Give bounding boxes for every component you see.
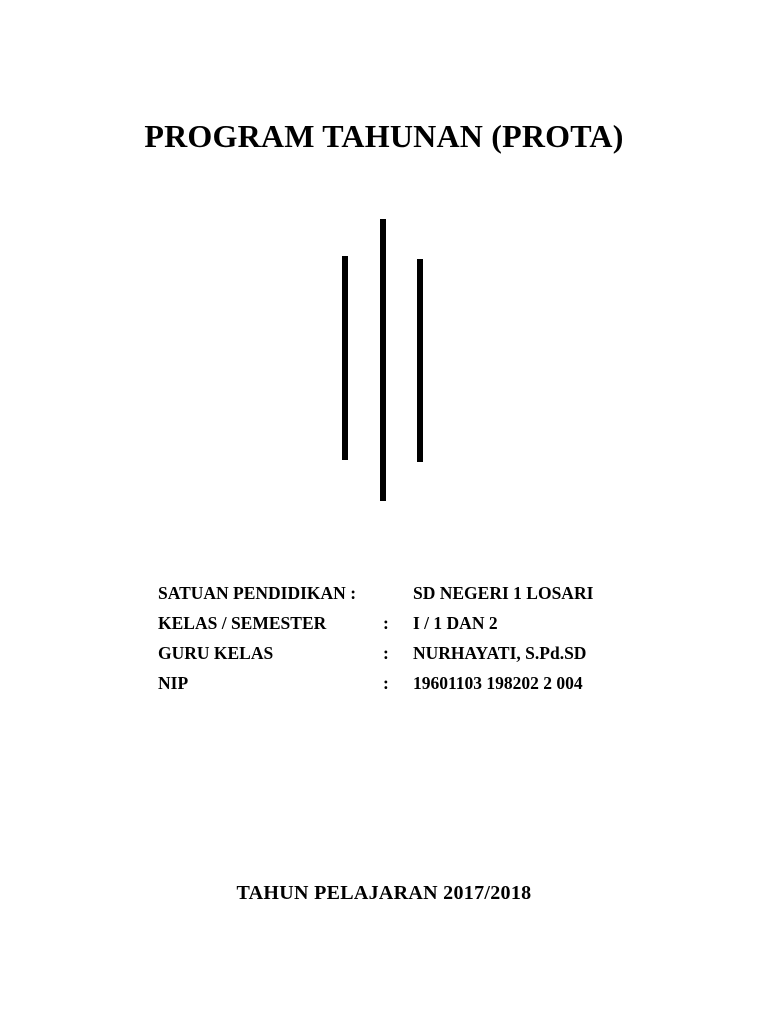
info-value: NURHAYATI, S.Pd.SD [413, 642, 587, 663]
identity-info-table [158, 578, 593, 698]
info-label: GURU KELAS [158, 642, 274, 663]
academic-year: TAHUN PELAJARAN 2017/2018 [236, 882, 532, 904]
document-title: PROGRAM TAHUNAN (PROTA) [144, 118, 624, 154]
info-value: SD NEGERI 1 LOSARI [413, 582, 594, 603]
info-row-kelas-semester [158, 608, 593, 638]
decorative-bar-center [380, 219, 386, 501]
info-colon: : [383, 642, 389, 663]
info-colon: : [383, 612, 389, 633]
decorative-bar-right [417, 259, 423, 462]
info-value: 19601103 198202 2 004 [413, 672, 583, 693]
info-colon: : [383, 672, 389, 693]
info-row-guru-kelas [158, 638, 593, 668]
decorative-bar-left [342, 256, 348, 460]
info-value: I / 1 DAN 2 [413, 612, 498, 633]
info-row-satuan-pendidikan [158, 578, 593, 608]
info-label: NIP [158, 672, 189, 693]
info-row-nip [158, 668, 593, 698]
info-label: KELAS / SEMESTER [158, 612, 327, 633]
info-label: SATUAN PENDIDIKAN : [158, 582, 357, 603]
